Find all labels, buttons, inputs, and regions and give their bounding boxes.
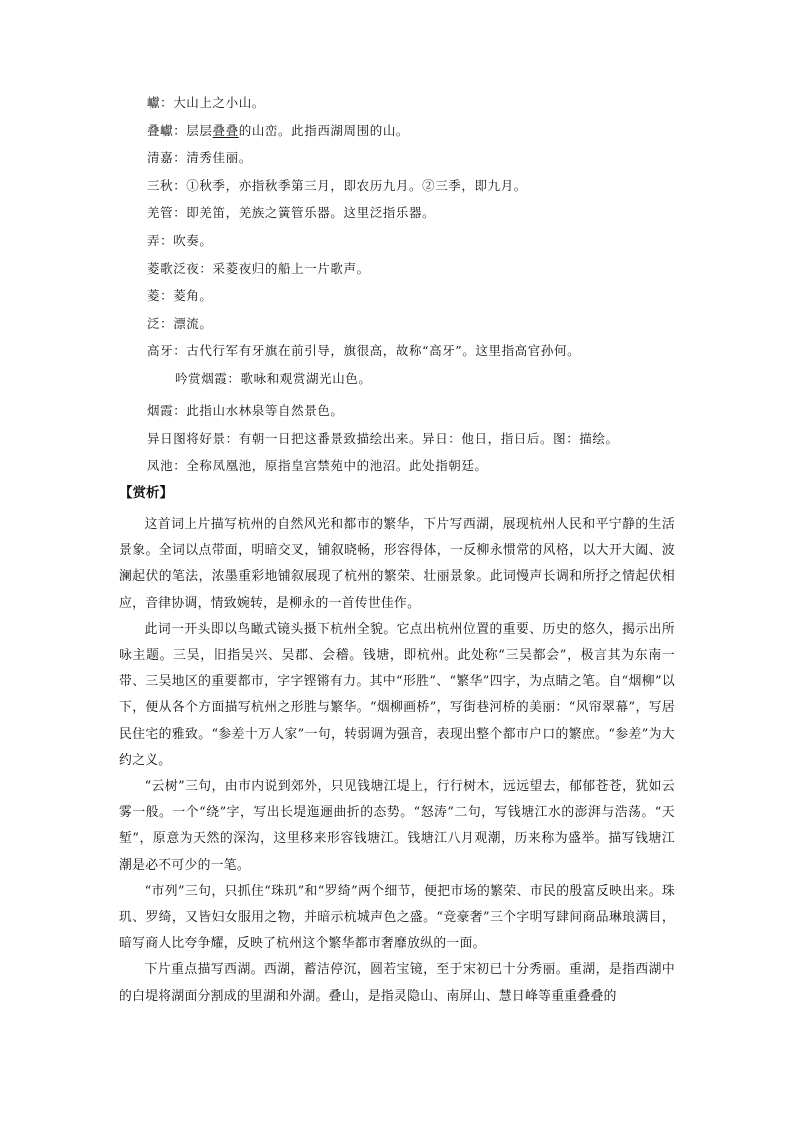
glossary-entry: 高牙：古代行军有牙旗在前引导，旗很高，故称“高牙”。这里指高官孙何。 <box>147 343 581 359</box>
analysis-paragraph: 这首词上片描写杭州的自然风光和都市的繁华，下片写西湖，展现杭州人民和平宁静的生活景象。全词以点带面，明暗交叉，铺叙晓畅，形容得体，一反柳永惯常的风格，以大开大阖、波澜起伏的笔法，浓墨重彩地铺叙展现了杭州的繁荣、壮丽景象。此词慢声长调和所抒之情起伏相应，音律协调，情致婉转，是柳永的一首传世佳作。 <box>119 517 675 611</box>
analysis-paragraph: “市列”三句，只抓住“珠玑”和“罗绮”两个细节，便把市场的繁荣、市民的殷富反映出来。珠玑、罗绮，又皆妇女服用之物，并暗示杭城声色之盛。“竞豪奢”三个字明写肆间商品琳琅满目，暗写商人比夸争耀，反映了杭州这个繁华都市奢靡放纵的一面。 <box>119 883 675 952</box>
glossary-entry: 吟赏烟霞：歌咏和观赏湖光山色。 <box>175 370 372 386</box>
glossary-entry: 菱：菱角。 <box>147 288 213 304</box>
analysis-paragraph: “云树”三句，由市内说到郊外，只见钱塘江堤上，行行树木，远远望去，郁郁苍苍，犹如云雾一般。一个“绕”字，写出长堤迤逦曲折的态势。“怒涛”二句，写钱塘江水的澎湃与浩荡。“天堑”，原意为天然的深沟，这里移来形容钱塘江。钱塘江八月观潮，历来称为盛举。描写钱塘江潮是必不可少的一笔。 <box>119 779 675 873</box>
glossary-list <box>147 94 707 485</box>
glossary-entry: 泛：漂流。 <box>147 315 213 331</box>
glossary-entry: 凤池：全称凤凰池，原指皇宫禁苑中的池沼。此处指朝廷。 <box>147 458 488 474</box>
glossary-entry: 弄：吹奏。 <box>147 232 213 248</box>
glossary-entry: 异日图将好景：有朝一日把这番景致描绘出来。异日：他日，指日后。图：描绘。 <box>147 430 619 446</box>
glossary-entry: 三秋：①秋季，亦指秋季第三月，即农历九月。②三季，即九月。 <box>147 177 527 193</box>
glossary-entry: 羌管：即羌笛，羌族之簧管乐器。这里泛指乐器。 <box>147 205 436 221</box>
analysis-paragraph: 此词一开头即以鸟瞰式镜头摄下杭州全貌。它点出杭州位置的重要、历史的悠久，揭示出所咏主题。三吴，旧指吴兴、吴郡、会稽。钱塘，即杭州。此处称“三吴都会”，极言其为东南一带、三吴地区的重要都市，字字铿锵有力。其中“形胜”、“繁华”四字，为点睛之笔。自“烟柳”以下，便从各个方面描写杭州之形胜与繁华。“烟柳画桥”，写街巷河桥的美丽：“风帘翠幕”，写居民住宅的雅致。“参差十万人家”一句，转弱调为强音，表现出整个都市户口的繁庶。“参差”为大约之义。 <box>119 621 675 768</box>
section-heading: 【赏析】 <box>119 485 173 501</box>
underlined-term: 叠叠 <box>212 122 239 138</box>
analysis-paragraph: 下片重点描写西湖。西湖，蓄洁停沉，圆若宝镜，至于宋初已十分秀丽。重湖，是指西湖中的白堤将湖面分割成的里湖和外湖。叠山，是指灵隐山、南屏山、慧日峰等重重叠叠的 <box>119 962 675 1004</box>
glossary-entry: 清嘉：清秀佳丽。 <box>147 150 252 166</box>
glossary-entry: 菱歌泛夜：采菱夜归的船上一片歌声。 <box>147 260 370 276</box>
glossary-entry: 巘：大山上之小山。 <box>147 95 265 110</box>
glossary-entry: 叠巘：层层叠叠的山峦。此指西湖周围的山。 <box>147 122 410 138</box>
glossary-entry: 烟霞：此指山水林泉等自然景色。 <box>147 402 344 418</box>
analysis-body <box>119 512 675 1010</box>
